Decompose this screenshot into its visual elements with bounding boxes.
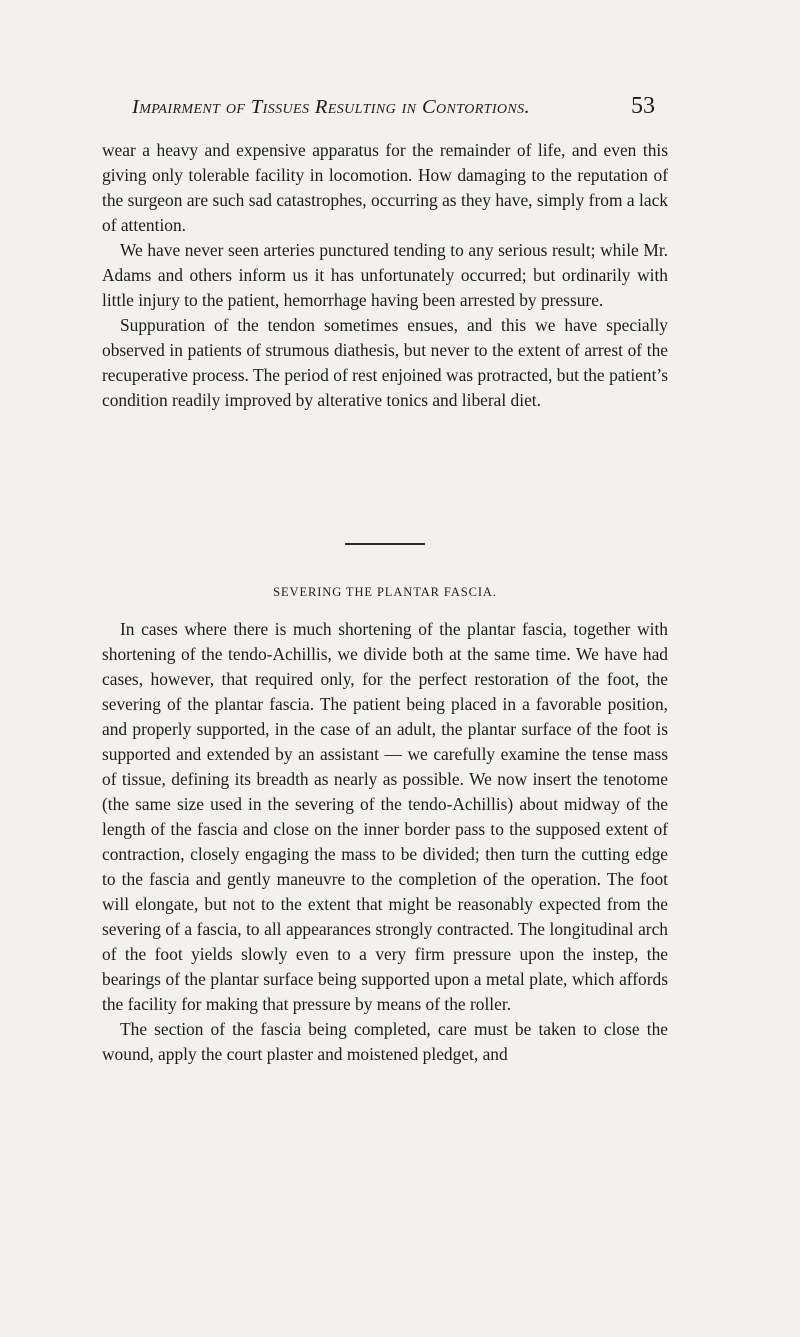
- section-divider-rule: [345, 543, 425, 545]
- page-number: 53: [631, 93, 655, 119]
- body-text-upper: [102, 138, 668, 413]
- paragraph: wear a heavy and expensive apparatus for the remainder of life, and even this giving only tolerable facility in locomotion. How damaging to the reputation of the surgeon are such sad catastrophes, occurring as they have, simply from a lack of attention.: [102, 140, 668, 235]
- running-head: Impairment of Tissues Resulting in Contortions.: [132, 96, 531, 118]
- paragraph: The section of the fascia being completed, care must be taken to close the wound, apply the court plaster and moistened pledget, and: [102, 1019, 668, 1064]
- paragraph: Suppuration of the tendon sometimes ensues, and this we have specially observed in patients of strumous diathesis, but never to the extent of arrest of the recuperative process. The period of rest enjoined was protracted, but the patient’s condition readily improved by alterative tonics and liberal diet.: [102, 315, 668, 410]
- body-text-lower: [102, 617, 668, 1067]
- section-heading: SEVERING THE PLANTAR FASCIA.: [273, 585, 497, 599]
- paragraph: In cases where there is much shortening of the plantar fascia, together with shortening of the tendo-Achillis, we divide both at the same time. We have had cases, however, that required only, for the perfect restoration of the foot, the severing of the plantar fascia. The patient being placed in a favorable position, and properly supported, in the case of an adult, the plantar surface of the foot is supported and extended by an assistant — we carefully examine the tense mass of tissue, defining its breadth as nearly as possible. We now insert the tenotome (the same size used in the severing of the tendo-Achillis) about midway of the length of the fascia and close on the inner border pass to the supposed extent of contraction, closely engaging the mass to be divided; then turn the cutting edge to the fascia and gently maneuvre to the completion of the operation. The foot will elongate, but not to the extent that might be reasonably expected from the severing of a fascia, to all appearances strongly contracted. The longitudinal arch of the foot yields slowly even to a very firm pressure upon the instep, the bearings of the plantar surface being supported upon a metal plate, which affords the facility for making that pressure by means of the roller.: [102, 619, 668, 1014]
- paragraph: We have never seen arteries punctured tending to any serious result; while Mr. Adams and others inform us it has unfortunately occurred; but ordinarily with little injury to the patient, hemorrhage having been arrested by pressure.: [102, 240, 668, 310]
